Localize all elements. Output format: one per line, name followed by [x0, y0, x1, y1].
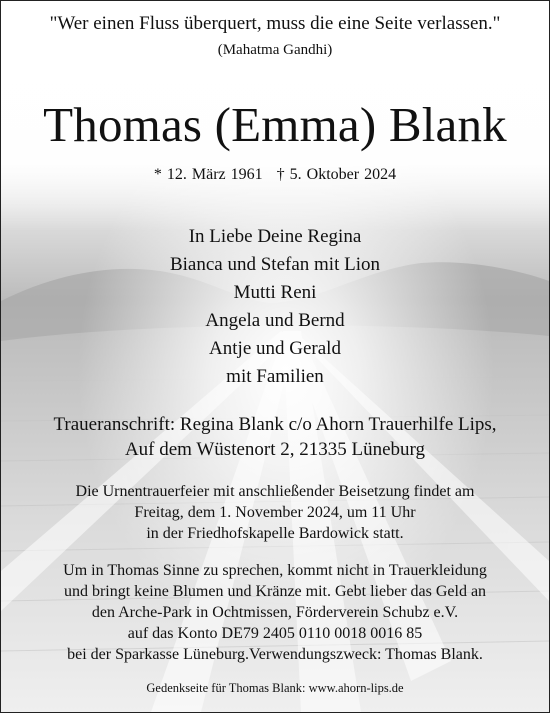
mourner-line: Mutti Reni — [233, 282, 317, 303]
ceremony-line: in der Friedhofskapelle Bardowick statt. — [146, 525, 404, 542]
wishes-line: und bringt keine Blumen und Kränze mit. Gebt lieber das Geld an — [63, 583, 487, 600]
birth-date: * 12. März 1961 — [153, 166, 263, 183]
address-line: Traueranschrift: Regina Blank c/o Ahorn Trauerhilfe Lips, — [53, 414, 497, 435]
mourning-address — [1, 412, 549, 462]
deceased-name: Thomas (Emma) Blank — [43, 97, 507, 152]
mourner-line: mit Familien — [226, 366, 324, 387]
wishes-line: Um in Thomas Sinne zu sprechen, kommt nicht in Trauerkleidung — [63, 562, 487, 579]
mourner-line: Antje und Gerald — [209, 338, 341, 359]
notice-text — [1, 1, 549, 712]
mourner-line: Angela und Bernd — [205, 310, 345, 331]
wishes-line: den Arche-Park in Ochtmissen, Förderverein Schubz e.V. — [91, 604, 459, 621]
address-line: Auf dem Wüstenort 2, 21335 Lüneburg — [124, 439, 426, 460]
ceremony-line: Freitag, dem 1. November 2024, um 11 Uhr — [134, 504, 416, 521]
mourners-list — [1, 223, 549, 391]
quote-text: "Wer einen Fluss überquert, muss die eine Seite verlassen." — [49, 13, 501, 34]
mourner-line: Bianca und Stefan mit Lion — [169, 254, 380, 275]
quote-author: (Mahatma Gandhi) — [217, 42, 333, 58]
wishes-line: bei der Sparkasse Lüneburg.Verwendungszweck: Thomas Blank. — [67, 646, 483, 663]
memorial-page-link[interactable]: Gedenkseite für Thomas Blank: www.ahorn-lips.de — [146, 681, 404, 695]
ceremony-info — [1, 481, 549, 544]
mourner-line: In Liebe Deine Regina — [188, 226, 362, 247]
life-dates — [1, 165, 549, 185]
donation-wishes — [1, 560, 549, 665]
death-date: † 5. Oktober 2024 — [276, 166, 397, 183]
ceremony-line: Die Urnentrauerfeier mit anschließender Beisetzung findet am — [75, 483, 475, 500]
wishes-line: auf das Konto DE79 2405 0110 0018 0016 85 — [127, 625, 423, 642]
